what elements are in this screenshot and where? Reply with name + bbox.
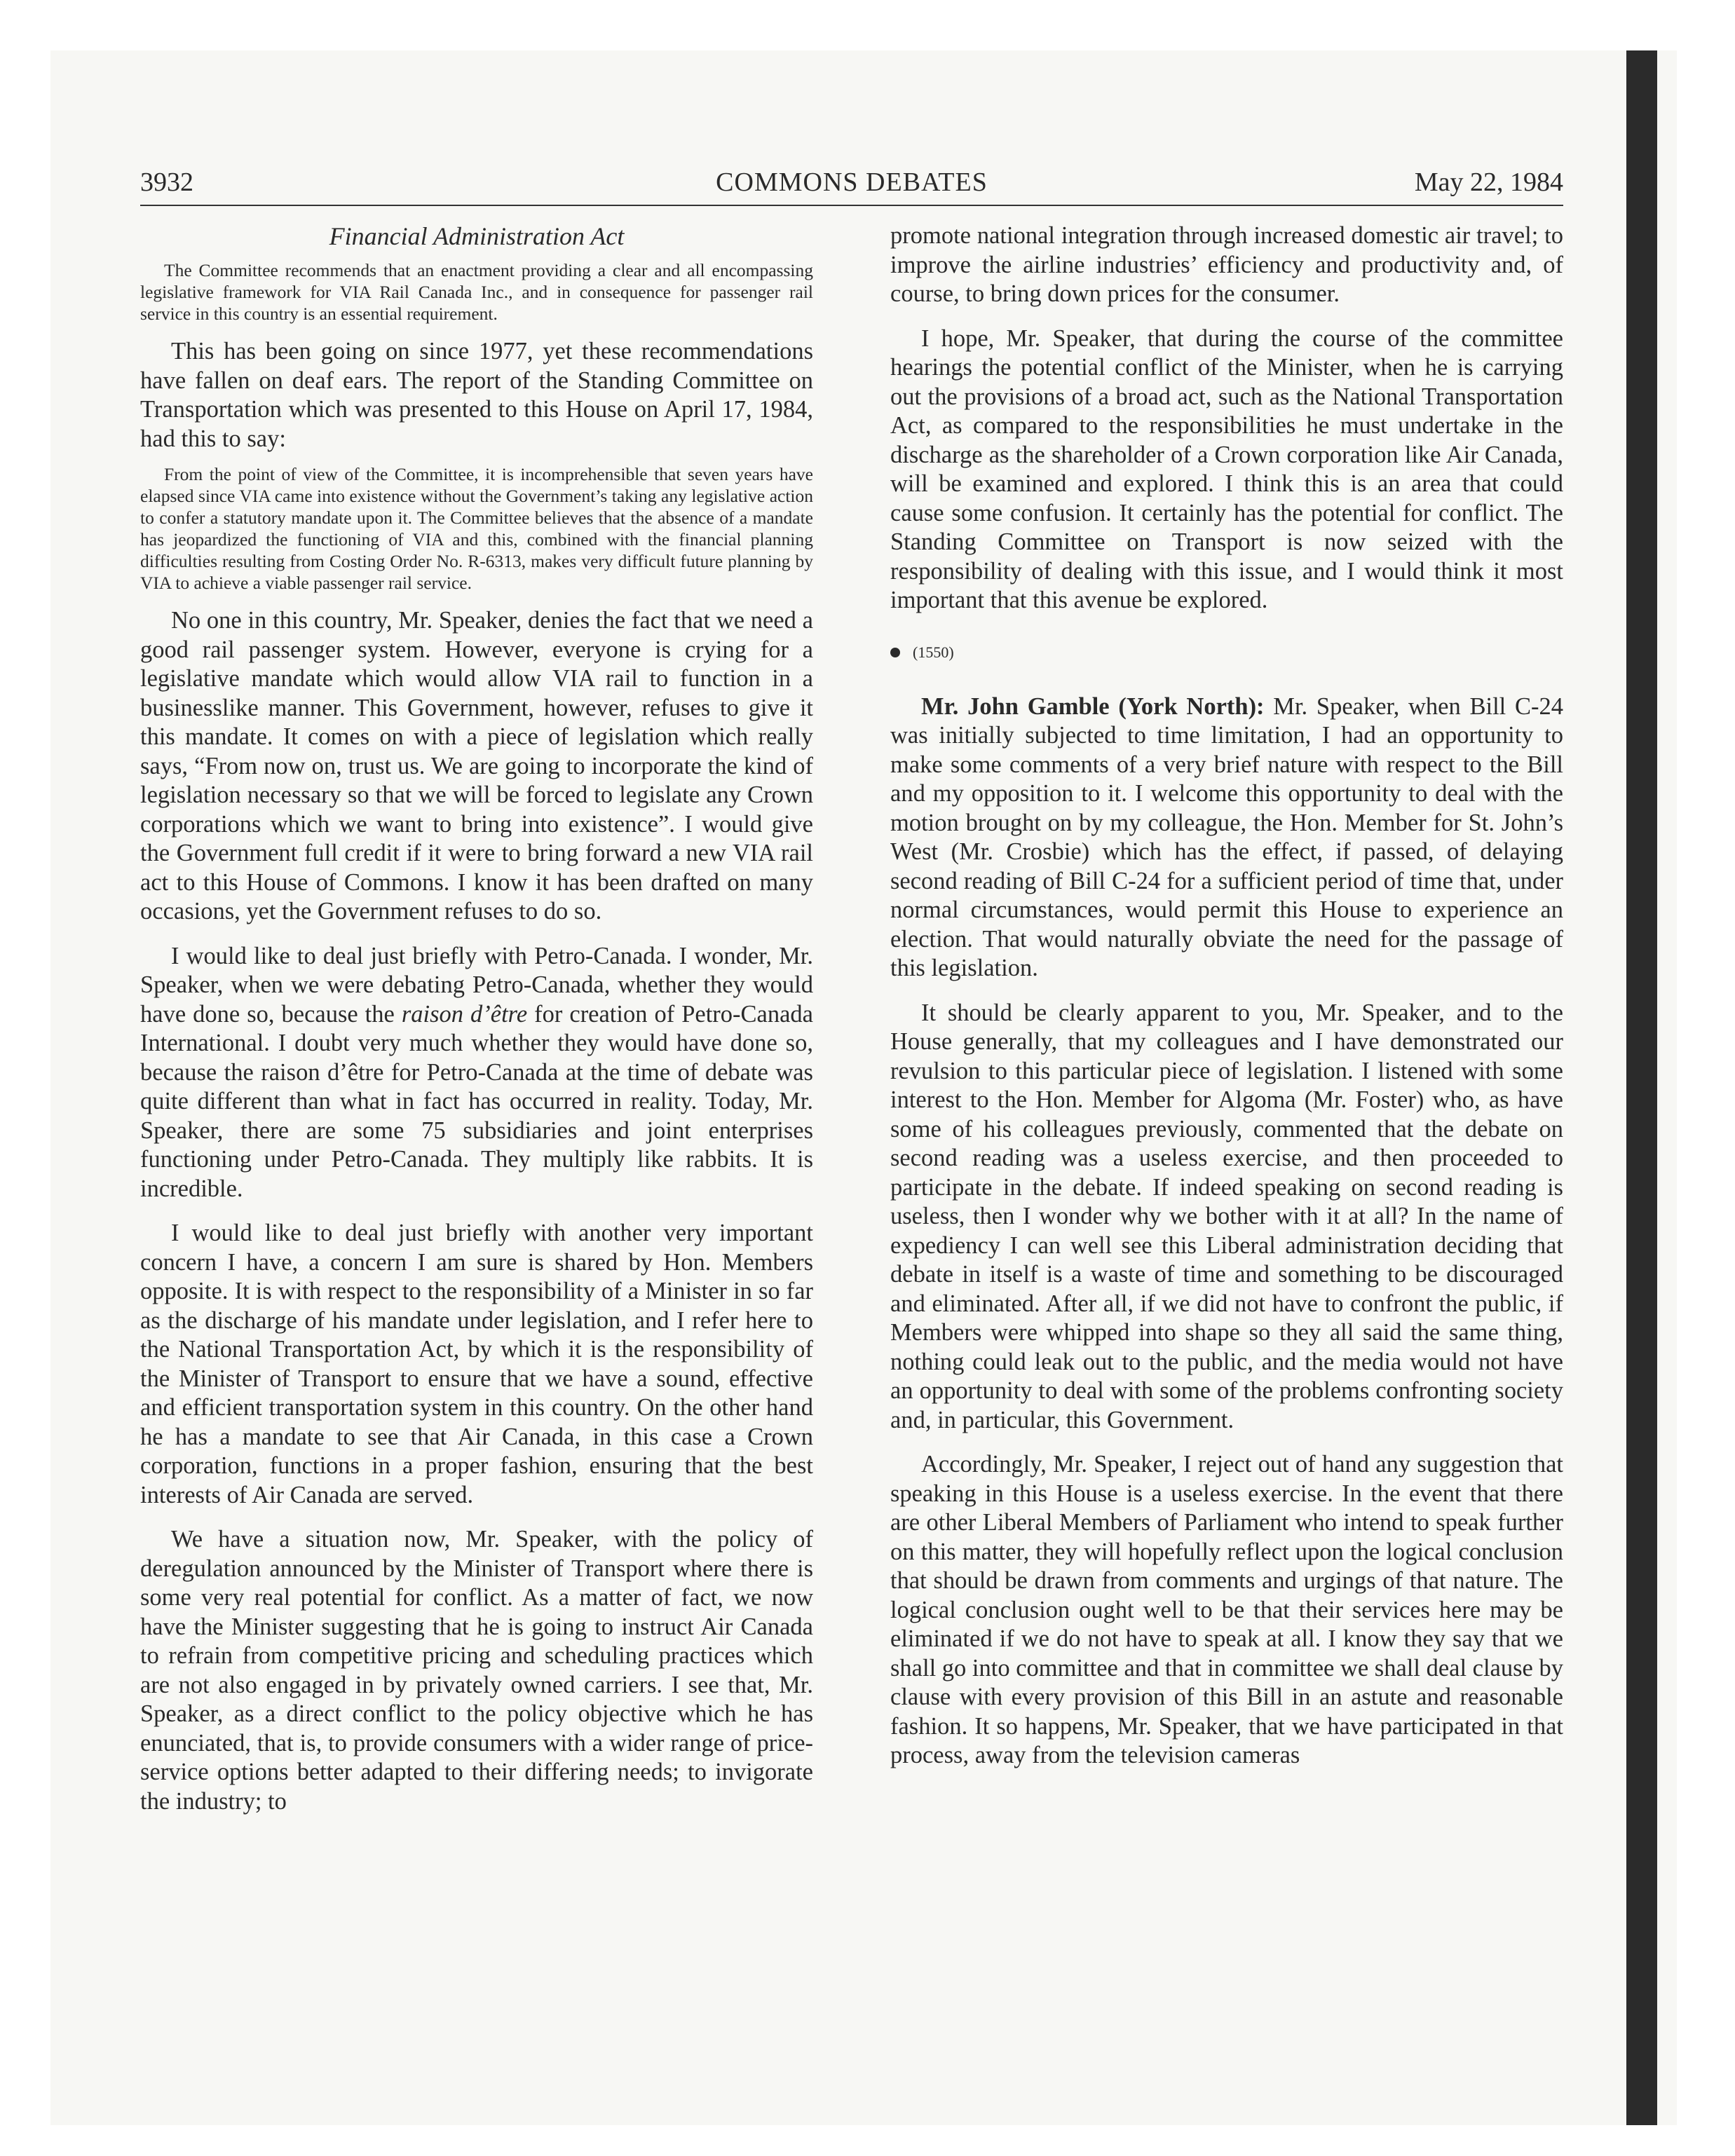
left-column: [140, 221, 813, 2072]
section-heading: Financial Administration Act: [329, 222, 625, 250]
timestamp-marker: [890, 643, 1563, 662]
paragraph: I would like to deal just briefly with another very important concern I have, a concern I am sure is shared by Hon. Members opposite. It is with respect to the responsibility of a Minister in so far as the discharge of his mandate under legislation, and I refer here to the National Transportation Act, by which it is the responsibility of the Minister of Transport to ensure that we have a sound, effective and efficient transportation system in this country. On the other hand he has a mandate to see that Air Canada, in this case a Crown corporation, functions in a proper fashion, ensuring that the best interests of Air Canada are served.: [140, 1220, 813, 1508]
page-number: 3932: [140, 168, 193, 197]
paragraph: [140, 942, 813, 1204]
paragraph: [890, 692, 1563, 983]
scan-binding-edge: [1626, 50, 1657, 2125]
speaker-name: Mr. John Gamble (York North):: [921, 692, 1265, 720]
block-quote: The Committee recommends that an enactment providing a clear and all encompassing legislative framework for VIA Rail Canada Inc., and in consequence for passenger rail service in this country is an essential requirement.: [140, 260, 813, 324]
publication-title: COMMONS DEBATES: [716, 168, 988, 197]
paragraph-text: I would like to deal just briefly with Petro-Canada. I wonder, Mr. Speaker, when we were debating Petro-Canada, whether they would have done so, because the: [140, 942, 813, 1028]
timestamp: (1550): [913, 643, 954, 661]
publication-date: May 22, 1984: [1414, 168, 1563, 197]
page-header: [140, 167, 1563, 206]
paragraph-text: for creation of Petro-Canada International. I doubt very much whether they would have done so, because the raison d’être for Petro-Canada at the time of debate was quite different than what in fact has occurred in reality. Today, Mr. Speaker, there are some 75 subsidiaries and joint enterprises functioning under Petro-Canada. They multiply like rabbits. It is incredible.: [140, 1000, 813, 1202]
paragraph: promote national integration through increased domestic air travel; to improve the airline industries’ efficiency and productivity and, of course, to bring down prices for the consumer.: [890, 222, 1563, 307]
block-quote: From the point of view of the Committee, it is incomprehensible that seven years have elapsed since VIA came into existence without the Government’s taking any legislative action to confer a statutory mandate upon it. The Committee believes that the absence of a mandate has jeopardized the functioning of VIA and this, combined with the financial planning difficulties resulting from Costing Order No. R-6313, makes very difficult future planning by VIA to achieve a viable passenger rail service.: [140, 464, 813, 593]
italic-phrase: raison d’être: [401, 1000, 528, 1028]
header-rule: [140, 205, 1563, 206]
paragraph: We have a situation now, Mr. Speaker, with the policy of deregulation announced by the Minister of Transport where there is some very real potential for conflict. As a matter of fact, we now have the Minister suggesting that he is going to instruct Air Canada to refrain from competitive pricing and scheduling practices which are not also engaged in by privately owned carriers. I see that, Mr. Speaker, as a direct conflict to the policy objective which he has enunciated, that is, to provide consumers with a wider range of price-service options better adapted to their differing needs; to invigorate the industry; to: [140, 1526, 813, 1815]
paragraph: Accordingly, Mr. Speaker, I reject out of hand any suggestion that speaking in this House is a useless exercise. In the event that there are other Liberal Members of Parliament who intend to speak further on this matter, they will hopefully reflect upon the logical conclusion that should be drawn from comments and urgings of that nature. The logical conclusion ought well to be that their services here may be eliminated if we do not have to speak at all. I know they say that we shall go into committee and that in committee we shall deal clause by clause with every provision of this Bill in an astute and reasonable fashion. It so happens, Mr. Speaker, that we have participated in that process, away from the television cameras: [890, 1451, 1563, 1768]
right-column: [890, 221, 1563, 2072]
paragraph: No one in this country, Mr. Speaker, denies the fact that we need a good rail passenger system. However, everyone is crying for a legislative mandate which would allow VIA rail to function in a businesslike manner. This Government, however, refuses to give it this mandate. It comes on with a piece of legislation which really says, “From now on, trust us. We are going to incorporate the kind of legislation necessary so that we will be forced to legislate any Crown corporations which we want to bring into existence”. I would give the Government full credit if it were to bring forward a new VIA rail act to this House of Commons. I know it has been drafted on many occasions, yet the Government refuses to do so.: [140, 607, 813, 925]
paragraph-text: Mr. Speaker, when Bill C-24 was initially subjected to time limitation, I had an opportunity to make some comments of a very brief nature with respect to the Bill and my opposition to it. I welcome this opportunity to deal with the motion brought on by my colleague, the Hon. Member for St. John’s West (Mr. Crosbie) which has the effect, if passed, of delaying second reading of Bill C-24 for a sufficient period of time that, under normal circumstances, would permit this House to experience an election. That would naturally obviate the need for the passage of this legislation.: [890, 692, 1563, 981]
bullet-icon: [890, 648, 900, 657]
paragraph: I hope, Mr. Speaker, that during the course of the committee hearings the potential conflict of the Minister, when he is carrying out the provisions of a broad act, such as the National Transportation Act, as compared to the responsibilities he must undertake in the discharge as the shareholder of a Crown corporation like Air Canada, will be examined and explored. I think this is an area that could cause some confusion. It certainly has the potential for conflict. The Standing Committee on Transport is now seized with the responsibility of dealing with this issue, and I would think it most important that this avenue be explored.: [890, 325, 1563, 613]
paragraph: This has been going on since 1977, yet these recommendations have fallen on deaf ears. The report of the Standing Committee on Transportation which was presented to this House on April 17, 1984, had this to say:: [140, 338, 813, 452]
paragraph: It should be clearly apparent to you, Mr. Speaker, and to the House generally, that my colleagues and I have demonstrated our revulsion to this particular piece of legislation. I listened with some interest to the Hon. Member for Algoma (Mr. Foster) who, as have some of his colleagues previously, commented that the debate on second reading was a useless exercise, and then proceeded to participate in the debate. If indeed speaking on second reading is useless, then I wonder why we bother with it at all? In the name of expediency I can well see this Liberal administration deciding that debate in itself is a waste of time and something to be discouraged and eliminated. After all, if we did not have to confront the public, if Members were whipped into shape so they all said the same thing, nothing could leak out to the public, and the media would not have an opportunity to deal with some of the problems confronting society and, in particular, this Government.: [890, 999, 1563, 1433]
